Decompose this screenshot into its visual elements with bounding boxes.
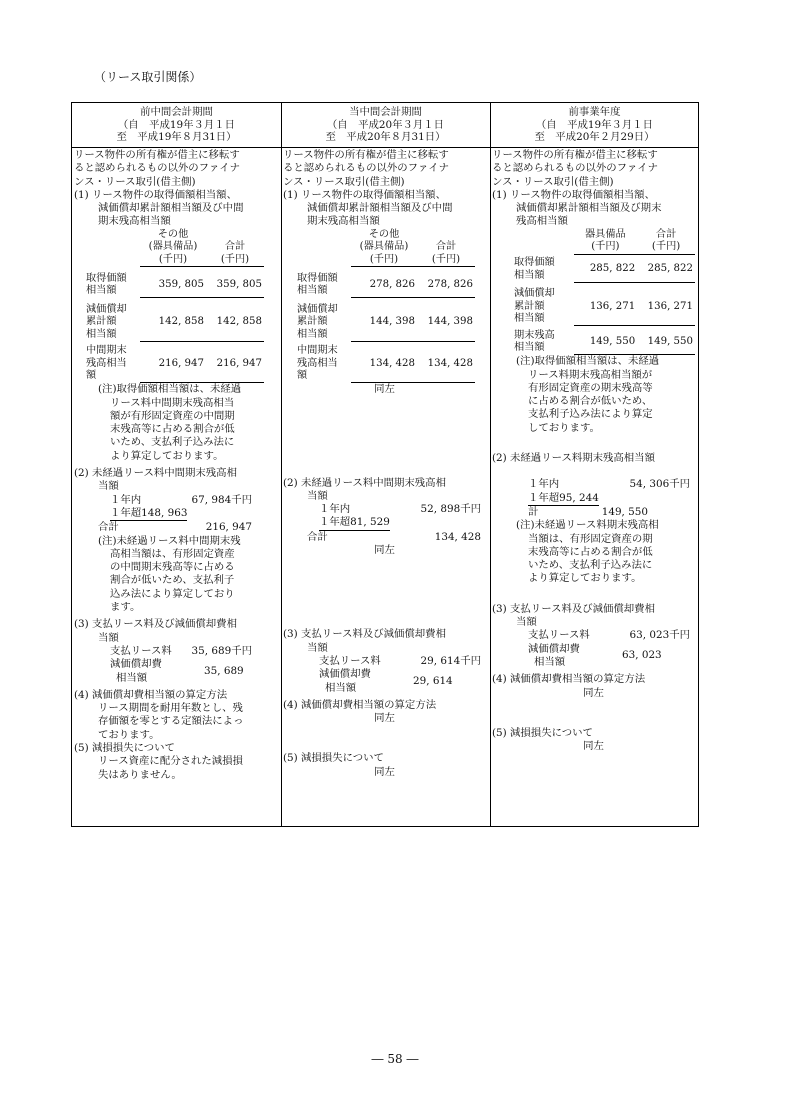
section-5-title: (5) 減損損失について — [74, 742, 175, 754]
table-row: 減価償却 累計額 相当額 142, 858 142, 858 — [86, 303, 262, 340]
same-as-left: 同左 — [583, 740, 604, 753]
section-5-title: (5) 減損損失について — [492, 726, 593, 739]
table-row: 中間期末 残高相当 額 216, 947 216, 947 — [86, 345, 262, 382]
section-2-title: (2) 未経過リース料中間期末残高相 — [283, 476, 446, 489]
list-item: １年超148, 963 — [110, 507, 187, 521]
table-row: 減価償却 累計額 相当額 136, 271 136, 271 — [514, 288, 693, 325]
table-row: 減価償却 累計額 相当額 144, 398 144, 398 — [297, 303, 473, 340]
note-text: (注)未経過リース料中間期末残 — [98, 534, 241, 547]
column-prior-interim: 前中間会計期間 （自 平成19年３月１日 至 平成19年８月31日） リース物件の所有権が借主に移転す ると認められるもの以外のファイナ ンス・リース取引(借主側) (1) リース物件の取得価額相当額、 減価償却累計額相当額及び中間 期末残高相当額 その他 (器具備品) (千円) 合計 (千円) 取得価額 相当額 359, 805 359, 805 減価償却 累計額 相当額 142, 858 142, 858 中間期末 残高相当 額 216, 947 216, 947 (注)取得価額相当額は、未経過 リース料中間期末残高相当 額が有形固定資産の中間期 末残高等に占める割合が低 いため、支払利子込み法に より算定しております。 (2) 未経過リース料中間期末残高相 当額 １年内 67, 984千円 １年超148, 963 合計 216, 947 (注)未経過リース料中間期末残 高相当額は、有形固定資産 の中間期末残高等に占める 割合が低いため、支払利子 込み法により算定しており ます。 (3) 支払リース料及び減価償却費相 当額 支払リース料 35, 689千円 減価償却費 相当額 35, 689 (4) 減価償却費相当額の算定方法 リース期間を耐用年数とし、残 存価額を零とする定額法によっ ております。 (5) 減損損失について リース資産に配分された減損損 失はありません。 — [72, 103, 281, 826]
section-1-title: (1) リース物件の取得価額相当額、 — [492, 188, 655, 201]
list-item: 支払リース料 29, 614千円 — [319, 654, 481, 667]
acquisition-table: その他 (器具備品) (千円) 合計 (千円) 取得価額 相当額 278, 826 278, 826 減価償却 累計額 相当額 144, 398 144, 398 中間期末 残高相当 額 134, 428 134, 428 — [297, 228, 473, 382]
note-text: (注)取得価額相当額は、未経過 — [516, 355, 660, 368]
list-item: 合計 216, 947 — [98, 521, 252, 534]
table-row: 取得価額 相当額 278, 826 278, 826 — [297, 272, 473, 297]
list-item: １年超81, 529 — [319, 516, 390, 530]
intro-text: リース物件の所有権が借主に移転す — [492, 149, 658, 161]
acquisition-table: 器具備品 (千円) 合計 (千円) 取得価額 相当額 285, 822 285, 822 減価償却 累計額 相当額 136, 271 136, 271 期末残高 相当額 149, 550 149, 550 — [514, 228, 693, 354]
same-as-left: 同左 — [583, 686, 604, 699]
list-item: 減価償却費 相当額 29, 614 — [319, 668, 453, 694]
section-4-title: (4) 減価償却費相当額の算定方法 — [283, 698, 437, 711]
intro-text: リース物件の所有権が借主に移転す — [74, 149, 240, 161]
column-prior-fiscal-year: 前事業年度 （自 平成19年３月１日 至 平成20年２月29日） リース物件の所有権が借主に移転す ると認められるもの以外のファイナ ンス・リース取引(借主側) (1) リース物件の取得価額相当額、 減価償却累計額相当額及び期末 残高相当額 器具備品 (千円) 合計 (千円) 取得価額 相当額 285, 822 285, 822 減価償却 累計額 相当額 136, 271 136, 271 期末残高 相当額 149, 550 149, 550 (注)取得価額相当額は、未経過 リース料期末残高相当額が 有形固定資産の期末残高等 に占める割合が低いため、 支払利子込み法により算定 しております。 (2) 未経過リース料期末残高相当額 １年内 54, 306千円 １年超95, 244 計 149, 550 (注)未経過リース料期末残高相 当額は、有形固定資産の期 末残高等に占める割合が低 いため、支払利子込み法に より算定しております。 (3) 支払リース料及び減価償却費相 当額 支払リース料 63, 023千円 減価償却費 相当額 63, 023 (4) 減価償却費相当額の算定方法 同左 (5) 減損損失について 同左 — [490, 103, 699, 826]
column-current-interim: 当中間会計期間 （自 平成20年３月１日 至 平成20年８月31日） リース物件の所有権が借主に移転す ると認められるもの以外のファイナ ンス・リース取引(借主側) (1) リース物件の取得価額相当額、 減価償却累計額相当額及び中間 期末残高相当額 その他 (器具備品) (千円) 合計 (千円) 取得価額 相当額 278, 826 278, 826 減価償却 累計額 相当額 144, 398 144, 398 中間期末 残高相当 額 134, 428 134, 428 同左 (2) 未経過リース料中間期末残高相 当額 １年内 52, 898千円 １年超81, 529 合計 134, 428 同左 (3) 支払リース料及び減価償却費相 当額 支払リース料 29, 614千円 減価償却費 相当額 29, 614 (4) 減価償却費相当額の算定方法 同左 (5) 減損損失について 同左 — [281, 103, 490, 826]
table-row: 中間期末 残高相当 額 134, 428 134, 428 — [297, 345, 473, 382]
section-2-title: (2) 未経過リース料期末残高相当額 — [492, 452, 655, 465]
same-as-left: 同左 — [374, 712, 395, 725]
column-header: 前中間会計期間 （自 平成19年３月１日 至 平成19年８月31日） — [116, 106, 237, 143]
page-number: ― 58 ― — [371, 1052, 419, 1066]
note-text: (注)未経過リース料期末残高相 — [516, 519, 659, 532]
column-header: 当中間会計期間 （自 平成20年３月１日 至 平成20年８月31日） — [325, 106, 446, 143]
list-item: １年内 67, 984千円 — [110, 493, 252, 506]
list-item: 減価償却費 相当額 35, 689 — [110, 658, 244, 684]
list-item: １年超95, 244 — [528, 492, 599, 506]
list-item: 計 149, 550 — [528, 505, 648, 518]
section-1-title: (1) リース物件の取得価額相当額、 — [283, 188, 446, 201]
table-row: 取得価額 相当額 359, 805 359, 805 — [86, 272, 262, 297]
list-item: 支払リース料 63, 023千円 — [528, 629, 690, 642]
list-item: 合計 134, 428 — [307, 530, 481, 543]
list-item: 減価償却費 相当額 63, 023 — [528, 642, 662, 668]
section-4-title: (4) 減価償却費相当額の算定方法 — [492, 673, 646, 686]
list-item: １年内 54, 306千円 — [528, 478, 690, 491]
table-row: 期末残高 相当額 149, 550 149, 550 — [514, 329, 693, 354]
section-3-title: (3) 支払リース料及び減価償却費相 — [74, 618, 237, 631]
section-1-title: (1) リース物件の取得価額相当額、 — [74, 188, 237, 201]
section-2-title: (2) 未経過リース料中間期末残高相 — [74, 467, 237, 480]
section-3-title: (3) 支払リース料及び減価償却費相 — [283, 628, 446, 641]
intro-text: リース物件の所有権が借主に移転す — [283, 149, 449, 161]
same-as-left: 同左 — [374, 383, 395, 396]
same-as-left: 同左 — [374, 765, 395, 778]
section-5-title: (5) 減損損失について — [283, 752, 384, 765]
acquisition-table: その他 (器具備品) (千円) 合計 (千円) 取得価額 相当額 359, 805 359, 805 減価償却 累計額 相当額 142, 858 142, 858 中間期末 残高相当 額 216, 947 216, 947 — [86, 228, 262, 382]
table-row: 取得価額 相当額 285, 822 285, 822 — [514, 257, 693, 281]
list-item: 支払リース料 35, 689千円 — [110, 644, 252, 657]
same-as-left: 同左 — [374, 544, 395, 557]
section-4-title: (4) 減価償却費相当額の算定方法 — [74, 688, 228, 701]
list-item: １年内 52, 898千円 — [319, 503, 481, 516]
column-header: 前事業年度 （自 平成19年３月１日 至 平成20年２月29日） — [534, 106, 655, 143]
lease-table — [71, 102, 699, 827]
section-heading: （リース取引関係） — [94, 70, 202, 84]
note-text: (注)取得価額相当額は、未経過 — [98, 383, 242, 396]
section-3-title: (3) 支払リース料及び減価償却費相 — [492, 602, 655, 615]
